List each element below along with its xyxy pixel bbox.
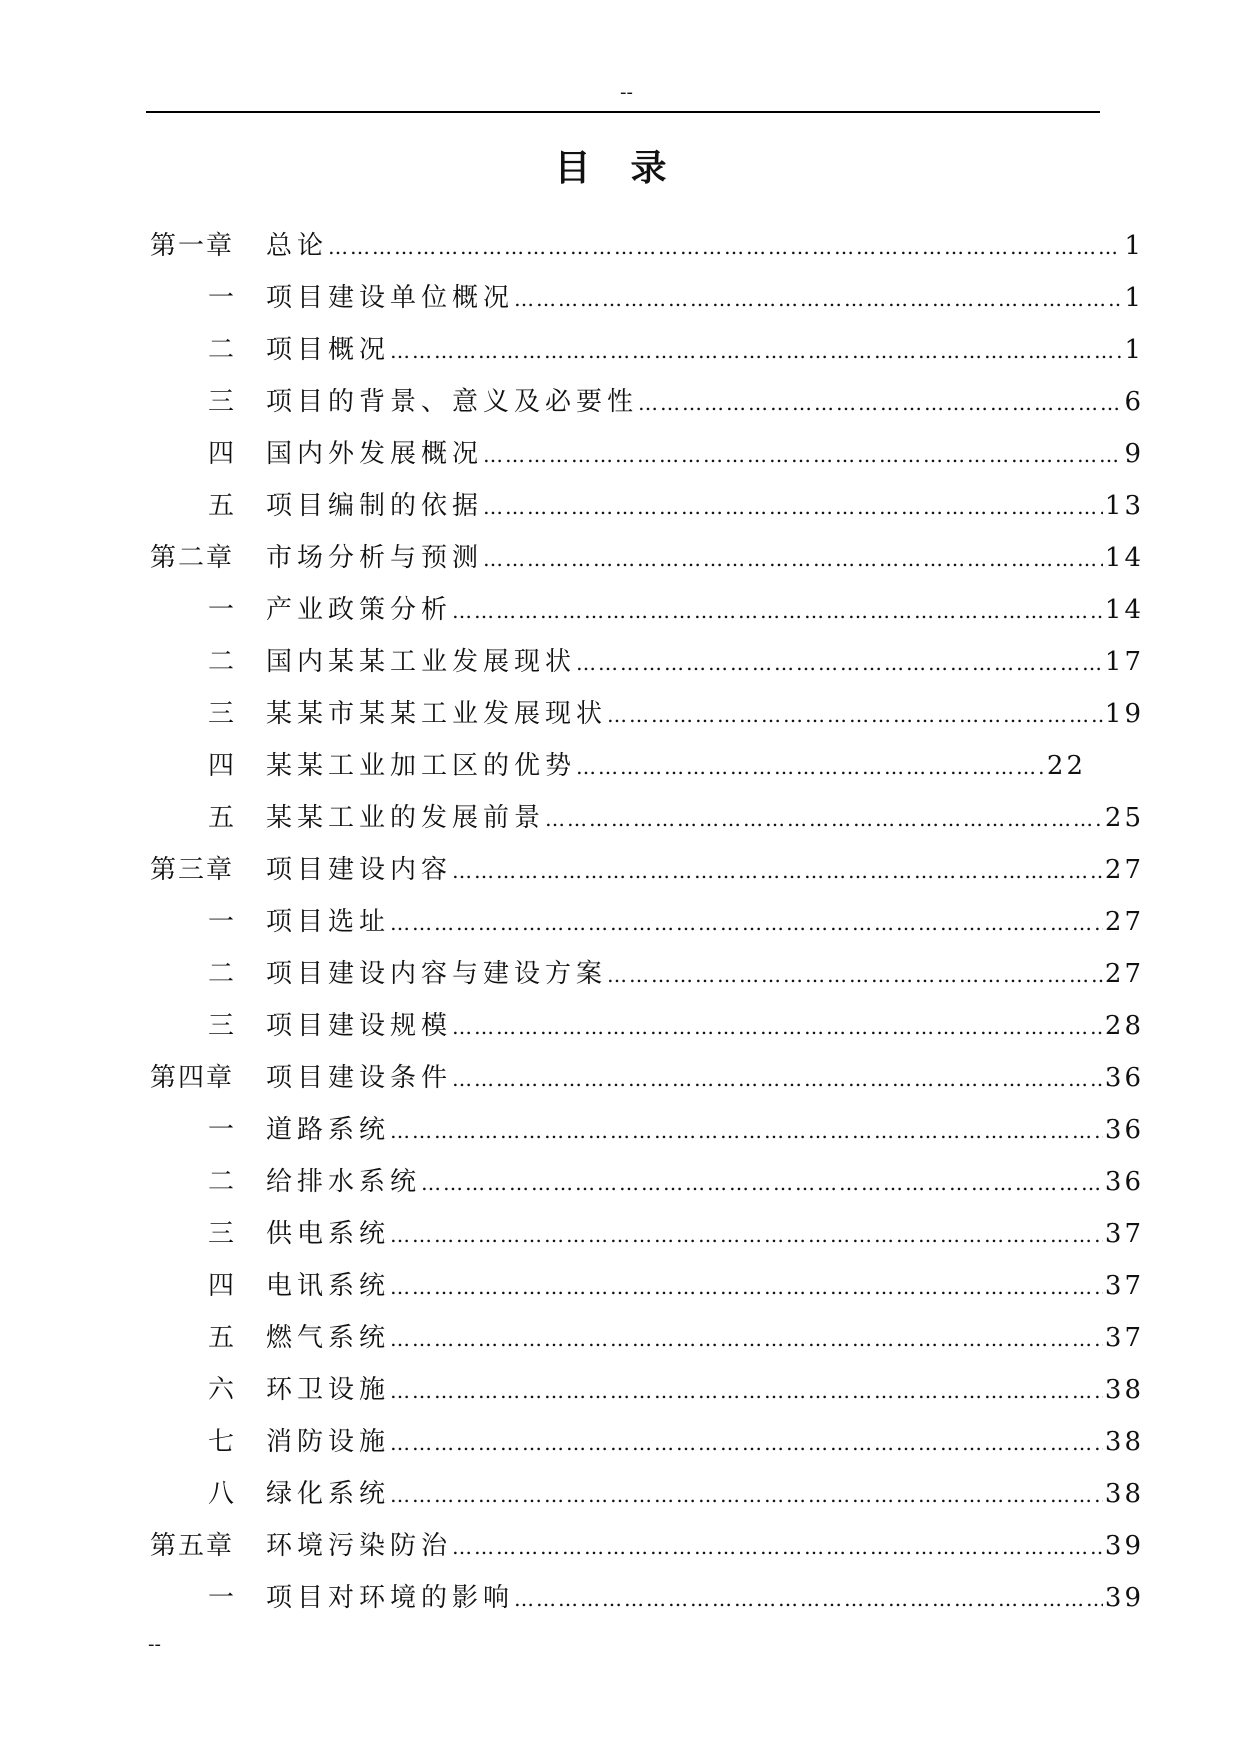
- toc-entry-title: 市场分析与预测: [266, 543, 484, 573]
- toc-entry-number: 一: [208, 283, 237, 313]
- toc-page-number: 38: [1104, 1427, 1144, 1457]
- toc-entry-number: 四: [208, 439, 237, 469]
- toc-entry-title: 项目建设规模: [266, 1011, 453, 1041]
- toc-page-number: 1: [1124, 283, 1144, 313]
- toc-dot-leader: [390, 1261, 1103, 1313]
- toc-dot-leader: [514, 273, 1122, 325]
- toc-dot-leader: [421, 1157, 1103, 1209]
- header-mark: --: [620, 82, 633, 103]
- toc-entry[interactable]: [150, 376, 1144, 428]
- toc-page-number: 17: [1104, 647, 1144, 677]
- toc-dot-leader: [607, 689, 1103, 741]
- toc-entry-title: 某某市某某工业发展现状: [266, 699, 608, 729]
- toc-entry[interactable]: [150, 1468, 1144, 1520]
- toc-entry-number: 二: [208, 1167, 237, 1197]
- toc-entry-number: 五: [208, 491, 237, 521]
- toc-dot-leader: [576, 741, 1045, 793]
- toc-entry[interactable]: [150, 1260, 1144, 1312]
- toc-entry[interactable]: [150, 584, 1144, 636]
- toc-entry-number: 二: [208, 647, 237, 677]
- toc-dot-leader: [390, 1105, 1103, 1157]
- toc-dot-leader: [452, 845, 1103, 897]
- toc-page-number: 25: [1104, 803, 1144, 833]
- toc-entry-number: 一: [208, 1115, 237, 1145]
- toc-entry[interactable]: [150, 428, 1144, 480]
- toc-page-number: 13: [1104, 491, 1144, 521]
- toc-entry-number: 二: [208, 335, 237, 365]
- toc-entry[interactable]: [150, 480, 1144, 532]
- toc-page-number: 38: [1104, 1375, 1144, 1405]
- toc-entry-number: 三: [208, 1011, 237, 1041]
- toc-page-number: 37: [1104, 1323, 1144, 1353]
- toc-entry-title: 给排水系统: [266, 1167, 422, 1197]
- toc-entry[interactable]: [150, 1052, 1144, 1104]
- toc-entry-title: 项目建设内容与建设方案: [266, 959, 608, 989]
- toc-dot-leader: [452, 585, 1103, 637]
- toc-entry[interactable]: [150, 1104, 1144, 1156]
- toc-entry-title: 项目建设单位概况: [266, 283, 515, 313]
- toc-page-number: 37: [1104, 1219, 1144, 1249]
- toc-dot-leader: [483, 533, 1103, 585]
- toc-page-number: 1: [1124, 231, 1144, 261]
- toc-entry[interactable]: [150, 636, 1144, 688]
- toc-entry[interactable]: [150, 1520, 1144, 1572]
- toc-dot-leader: [390, 897, 1103, 949]
- toc-dot-leader: [390, 1469, 1103, 1521]
- toc-entry-title: 电讯系统: [266, 1271, 391, 1301]
- toc-entry-number: 第五章: [150, 1531, 235, 1561]
- toc-entry-number: 八: [208, 1479, 237, 1509]
- toc-page-number: 28: [1104, 1011, 1144, 1041]
- toc-dot-leader: [390, 1417, 1103, 1469]
- toc-dot-leader: [452, 1053, 1103, 1105]
- toc-entry-title: 某某工业的发展前景: [266, 803, 546, 833]
- toc-dot-leader: [483, 429, 1122, 481]
- toc-page-number: 1: [1124, 335, 1144, 365]
- toc-entry-title: 项目建设内容: [266, 855, 453, 885]
- toc-entry-number: 三: [208, 1219, 237, 1249]
- toc-dot-leader: [390, 325, 1122, 377]
- toc-entry-number: 五: [208, 803, 237, 833]
- toc-entry[interactable]: [150, 1416, 1144, 1468]
- toc-dot-leader: [452, 1001, 1103, 1053]
- page-title: 目录: [554, 147, 707, 189]
- toc-dot-leader: [638, 377, 1122, 429]
- toc-page-number: 37: [1104, 1271, 1144, 1301]
- toc-entry[interactable]: [150, 1000, 1144, 1052]
- toc-entry-title: 消防设施: [266, 1427, 391, 1457]
- toc-entry[interactable]: [150, 948, 1144, 1000]
- toc-entry[interactable]: [150, 896, 1144, 948]
- toc-page-number: 14: [1104, 543, 1144, 573]
- toc-dot-leader: [483, 481, 1103, 533]
- toc-dot-leader: [607, 949, 1103, 1001]
- toc-entry-number: 五: [208, 1323, 237, 1353]
- header-rule: [146, 111, 1100, 113]
- toc-dot-leader: [390, 1365, 1103, 1417]
- toc-entry[interactable]: [150, 1364, 1144, 1416]
- toc-entry-title: 环境污染防治: [266, 1531, 453, 1561]
- toc-dot-leader: [514, 1573, 1103, 1625]
- toc-page-number: 27: [1104, 855, 1144, 885]
- toc-entry-number: 一: [208, 595, 237, 625]
- toc-entry[interactable]: [150, 688, 1144, 740]
- toc-entry[interactable]: [150, 792, 1144, 844]
- toc-entry-title: 产业政策分析: [266, 595, 453, 625]
- toc-entry[interactable]: [150, 220, 1144, 272]
- toc-page-number: 9: [1124, 439, 1144, 469]
- toc-entry-title: 项目的背景、意义及必要性: [266, 387, 639, 417]
- toc-entry-number: 一: [208, 907, 237, 937]
- toc-dot-leader: [390, 1313, 1103, 1365]
- toc-entry[interactable]: [150, 740, 1110, 792]
- toc-entry[interactable]: [150, 532, 1144, 584]
- toc-page-number: 6: [1124, 387, 1144, 417]
- toc-entry-title: 国内某某工业发展现状: [266, 647, 577, 677]
- toc-page-number: 36: [1104, 1115, 1144, 1145]
- toc-entry-number: 六: [208, 1375, 237, 1405]
- toc-entry-number: 三: [208, 699, 237, 729]
- toc-entry-number: 第三章: [150, 855, 235, 885]
- toc-entry-number: 第二章: [150, 543, 235, 573]
- toc-dot-leader: [545, 793, 1103, 845]
- toc-dot-leader: [328, 221, 1122, 273]
- toc-entry-title: 环卫设施: [266, 1375, 391, 1405]
- toc-dot-leader: [452, 1521, 1103, 1573]
- toc-page-number: 27: [1104, 959, 1144, 989]
- toc-entry-number: 第四章: [150, 1063, 235, 1093]
- toc-entry-title: 项目编制的依据: [266, 491, 484, 521]
- toc-entry-title: 供电系统: [266, 1219, 391, 1249]
- toc-entry-number: 四: [208, 1271, 237, 1301]
- toc-page-number: 27: [1104, 907, 1144, 937]
- footer-mark: --: [148, 1634, 161, 1655]
- toc-page-number: 36: [1104, 1063, 1144, 1093]
- toc-entry-title: 项目对环境的影响: [266, 1583, 515, 1613]
- toc-page-number: 36: [1104, 1167, 1144, 1197]
- toc-page-number: 14: [1104, 595, 1144, 625]
- toc-entry[interactable]: [150, 1208, 1144, 1260]
- toc-page-number: 39: [1104, 1531, 1144, 1561]
- toc-entry-title: 道路系统: [266, 1115, 391, 1145]
- toc-entry[interactable]: [150, 1312, 1144, 1364]
- toc-entry[interactable]: [150, 324, 1144, 376]
- toc-entry[interactable]: [150, 1572, 1144, 1624]
- toc-entry-number: 第一章: [150, 231, 235, 261]
- toc-entry[interactable]: [150, 844, 1144, 896]
- toc-entry-title: 总论: [266, 231, 329, 261]
- toc-entry-title: 国内外发展概况: [266, 439, 484, 469]
- toc-entry-number: 四: [208, 751, 237, 781]
- table-of-contents: [150, 220, 1144, 1624]
- toc-entry[interactable]: [150, 1156, 1144, 1208]
- toc-dot-leader: [390, 1209, 1103, 1261]
- toc-entry-number: 一: [208, 1583, 237, 1613]
- toc-page-number: 39: [1104, 1583, 1144, 1613]
- toc-entry-title: 绿化系统: [266, 1479, 391, 1509]
- toc-entry-title: 燃气系统: [266, 1323, 391, 1353]
- toc-entry-title: 某某工业加工区的优势: [266, 751, 577, 781]
- toc-entry-title: 项目概况: [266, 335, 391, 365]
- toc-dot-leader: [576, 637, 1103, 689]
- toc-entry-number: 七: [208, 1427, 237, 1457]
- toc-page-number: 38: [1104, 1479, 1144, 1509]
- toc-entry-number: 三: [208, 387, 237, 417]
- toc-entry-number: 二: [208, 959, 237, 989]
- toc-entry-title: 项目选址: [266, 907, 391, 937]
- toc-page-number: 22: [1046, 751, 1086, 781]
- toc-entry[interactable]: [150, 272, 1144, 324]
- toc-page-number: 19: [1104, 699, 1144, 729]
- toc-entry-title: 项目建设条件: [266, 1063, 453, 1093]
